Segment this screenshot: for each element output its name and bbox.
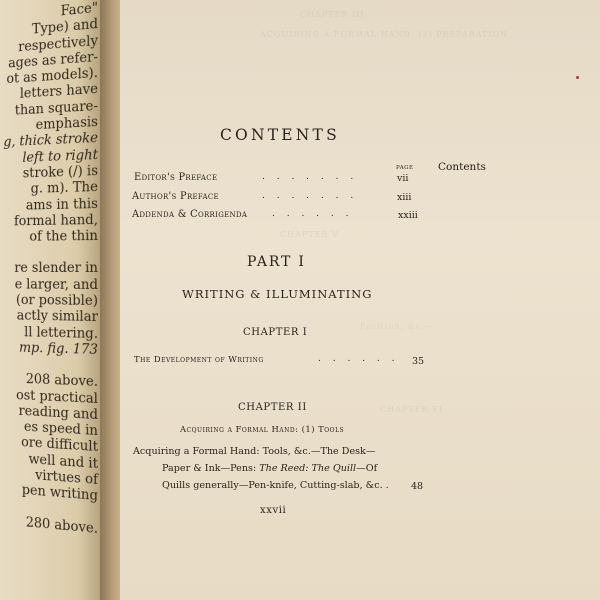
left-line: reading and [18, 402, 98, 423]
left-line: ost practical [16, 387, 98, 407]
left-line: actly similar [16, 308, 98, 326]
chapter-2-title: CHAPTER II [238, 402, 307, 413]
left-line: es speed in [24, 419, 99, 440]
show-through-text: CHAPTER VI [380, 405, 443, 414]
chapter-1-title: CHAPTER I [243, 327, 308, 338]
left-line: of the thin [29, 228, 99, 245]
chapter-2-line: Paper & Ink—Pens: The Reed: The Quill—Of [162, 463, 378, 474]
left-line: re slender in [14, 260, 98, 277]
toc-dots: . . . . . . [318, 354, 399, 364]
left-gap [0, 244, 98, 261]
toc-page-number: vii [397, 173, 409, 184]
toc-dots: . . . . . . . [262, 172, 358, 182]
left-line: g, thick stroke [3, 130, 99, 151]
left-line: than square- [14, 97, 99, 119]
show-through-text: CHAPTER V [280, 230, 339, 239]
toc-entry-editors-preface: Editor's Preface [134, 172, 218, 183]
left-line: emphasis [35, 114, 98, 134]
left-line: 280 above. [25, 514, 99, 537]
toc-dots: . . . . . . [272, 209, 353, 219]
toc-page-number: xxiii [398, 210, 418, 221]
page-column-label: PAGE [396, 165, 414, 171]
toc-page-number: 35 [412, 356, 425, 367]
toc-dots: . . . . . . . [262, 191, 358, 201]
chapter-2-line: Quills generally—Pen-knife, Cutting-slab, &c. . [162, 480, 389, 491]
toc-entry-addenda: Addenda & Corrigenda [132, 209, 248, 220]
left-line: well and it [28, 451, 98, 472]
contents-side-label: Contents [438, 161, 486, 173]
ink-speck [576, 76, 579, 79]
left-line: ages as refer- [8, 48, 99, 72]
part-subtitle: WRITING & ILLUMINATING [182, 287, 373, 301]
contents-title: CONTENTS [220, 126, 340, 144]
left-line: left to right [22, 146, 98, 166]
left-line: ore difficult [21, 434, 99, 456]
left-line: (or possible) [15, 292, 98, 310]
left-line: ams in this [25, 195, 99, 214]
left-line: respectively [18, 32, 99, 55]
page-number: xxvii [260, 505, 287, 516]
left-line: letters have [19, 81, 98, 103]
left-line: Face" [60, 0, 98, 20]
chapter-2-subtitle: Acquiring a Formal Hand: (1) Tools [180, 424, 345, 434]
toc-page-number: xiii [397, 192, 412, 203]
part-title: PART I [247, 254, 306, 270]
toc-entry-authors-preface: Author's Preface [132, 191, 219, 202]
left-page [0, 0, 110, 600]
left-line: Type) and [32, 16, 98, 38]
left-line: formal hand, [13, 211, 98, 230]
left-line: ll lettering. [24, 324, 99, 342]
left-line: 208 above. [25, 371, 99, 391]
chapter-2-line: Acquiring a Formal Hand: Tools, &c.—The Desk— [133, 446, 376, 457]
left-line: pen writing [21, 482, 98, 505]
left-line: stroke (/) is [22, 162, 98, 182]
left-line: g. m). The [30, 179, 98, 197]
left-page-text [0, 0, 98, 537]
left-line: ot as models). [6, 65, 98, 88]
toc-page-number: 48 [411, 481, 424, 492]
left-line: mp. fig. 173 [19, 339, 99, 358]
show-through-text: CHAPTER III [300, 10, 365, 19]
chapter-1-entry: The Development of Writing [134, 354, 264, 364]
left-line: virtues of [35, 467, 98, 489]
show-through-text: Position, &c.— [360, 322, 434, 331]
left-line: e larger, and [14, 276, 99, 293]
show-through-text: ACQUIRING A FORMAL HAND: (2) PREPARATION [260, 30, 509, 39]
